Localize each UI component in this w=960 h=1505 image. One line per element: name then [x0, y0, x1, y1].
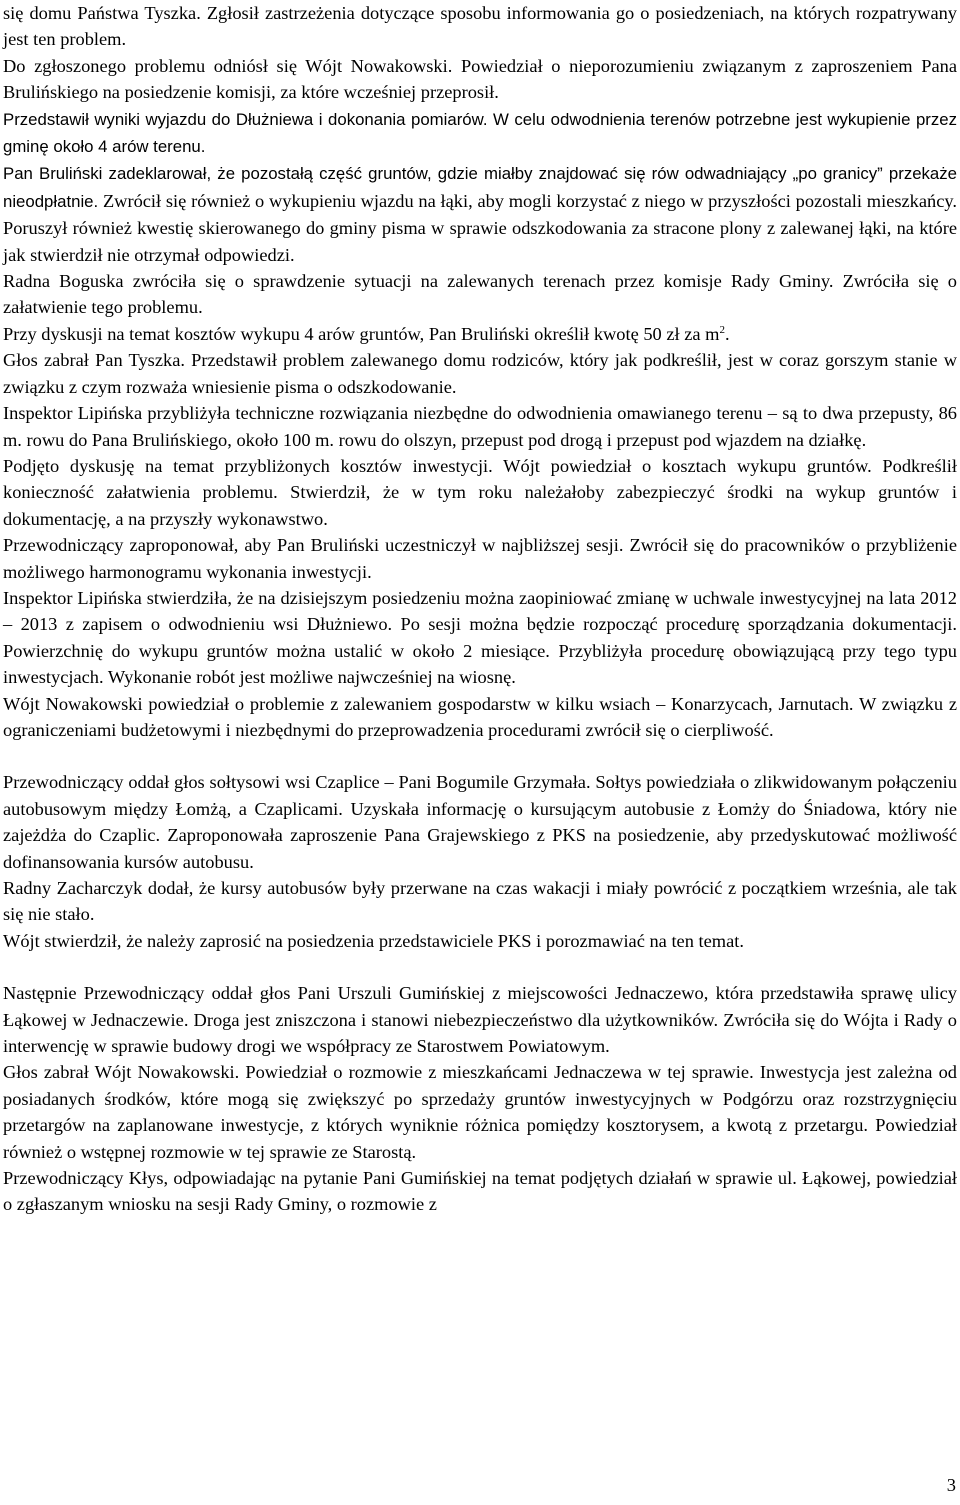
square-meter-superscript: 2 [719, 323, 725, 336]
paragraph-technical-solutions: Inspektor Lipińska przybliżyła techniczne rozwiązania niezbędne do odwodnienia omawianego terenu – są to dwa przepusty, 86 m. rowu do Pana Brulińskiego, około 100 m. rowu do olszyn, przepust pod drogą i przepust pod wjazdem na działkę. [3, 403, 957, 450]
land-cost-text: Przy dyskusji na temat kosztów wykupu 4 arów gruntów, Pan Bruliński określił kwotę 50 zł za m [3, 323, 720, 344]
paragraph-pks-invitation: Wójt stwierdził, że należy zaprosić na posiedzenia przedstawiciele PKS i porozmawiać na ten temat. [3, 930, 744, 951]
paragraph-lakowa-street: Następnie Przewodniczący oddał głos Pani Urszuli Gumińskiej z miejscowości Jednaczewo, która przedstawiła sprawę ulicy Łąkowej w Jednaczewie. Droga jest zniszczona i stanowi niebezpieczeństwo dla użytkowników. Zwróciła się do Wójta i Rady o interwencję w sprawie budowy drogi we współpracy ze Starostwem Powiatowym. [3, 983, 957, 1057]
paragraph-flooding-villages: Wójt Nowakowski powiedział o problemie z zalewaniem gospodarstw w kilku wsiach – Konarzycach, Jarnutach. W związku z ograniczeniami budżetowymi i niezbędnymi do przeprowadzenia procedurami zwrócił się o cierpliwość. [3, 693, 957, 740]
paragraph-land-cost [3, 321, 957, 347]
paragraph-chairman-proposal: Przewodniczący zaproponował, aby Pan Bruliński uczestniczył w najbliższej sesji. Zwrócił się do pracowników o przybliżenie możliwego harmonogramu wykonania inwestycji. [3, 535, 957, 582]
land-cost-period: . [724, 323, 730, 344]
paragraph-tyszka-statement: Głos zabrał Pan Tyszka. Przedstawił problem zalewanego domu rodziców, który jak podkreślił, jest w coraz gorszym stanie w związku z czym rozważa wniesienie pisma o odszkodowanie. [3, 350, 957, 397]
access-road-text: Zwrócił się również o wykupieniu wjazdu na łąki, aby mogli korzystać z niego w przyszłości pozostali mieszkańcy. Poruszył również kwestię skierowanego do gminy pisma w sprawie odszkodowania za stracone plony z zalewanej łąki, na które jak stwierdził nie otrzymał odpowiedzi. [3, 190, 957, 265]
measurements-text: Przedstawił wyniki wyjazdu do Dłużniewa i dokonania pomiarów. W celu odwodnienia terenów potrzebne jest wykupienie przez gminę około 4 arów terenu. [3, 109, 957, 157]
paragraph-tyszka-house: się domu Państwa Tyszka. Zgłosił zastrzeżenia dotyczące sposobu informowania go o posiedzeniach, na których rozpatrywany jest ten problem. [3, 3, 957, 50]
paragraph-spacer [3, 954, 957, 980]
paragraph-chairman-klys: Przewodniczący Kłys, odpowiadając na pytanie Pani Gumińskiej na temat podjętych działań w sprawie ul. Łąkowej, powiedział o zgłaszanym wniosku na sesji Rady Gminy, o rozmowie z [3, 1168, 957, 1215]
paragraph-zacharczyk: Radny Zacharczyk dodał, że kursy autobusów były przerwane na czas wakacji i miały powrócić z początkiem września, ale tak się nie stało. [3, 878, 957, 925]
paragraph-brulinski-declaration [3, 160, 957, 268]
page-number: 3 [946, 1475, 956, 1495]
document-page [3, 0, 957, 1218]
paragraph-spacer [3, 743, 957, 769]
paragraph-investment-procedure: Inspektor Lipińska stwierdziła, że na dzisiejszym posiedzeniu można zaopiniować zmianę w uchwale inwestycyjnej na lata 2012 – 2013 z zapisem o odwodnieniu wsi Dłużniewo. Po sesji można będzie rozpocząć procedurę sporządzania dokumentacji. Powierzchnię do wykupu gruntów można ustalić w około 2 miesiące. Przybliżyła procedurę obowiązującą przy tego typu inwestycjach. Wykonanie robót jest możliwe najwcześniej na wiosnę. [3, 587, 957, 688]
paragraph-mayor-jednaczewo: Głos zabrał Wójt Nowakowski. Powiedział o rozmowie z mieszkańcami Jednaczewa w tej sprawie. Inwestycja jest zależna od posiadanych środków, które mogą się zwiększyć po sprzedaży gruntów inwestycyjnych w Podgórzu oraz rozstrzygnięciu przetargów na zaplanowane inwestycje, z których wyniknie różnica pomiędzy kosztorysem, a kwotą z przetargu. Powiedział również o wstępnej rozmowie w tej sprawie ze Starostą. [3, 1062, 957, 1162]
paragraph-investment-costs: Podjęto dyskusję na temat przybliżonych kosztów inwestycji. Wójt powiedział o kosztach wykupu gruntów. Podkreślił konieczność załatwienia problemu. Stwierdził, że w tym roku należałoby zabezpieczyć środki na wykup gruntów i dokumentację, a na przyszły wykonawstwo. [3, 455, 957, 529]
paragraph-councillor-boguska: Radna Boguska zwróciła się o sprawdzenie sytuacji na zalewanych terenach przez komisje Rady Gminy. Zwróciła się o załatwienie tego problemu. [3, 271, 957, 318]
paragraph-measurements [3, 106, 957, 161]
paragraph-bus-connection: Przewodniczący oddał głos sołtysowi wsi Czaplice – Pani Bogumile Grzymała. Sołtys powiedziała o zlikwidowanym połączeniu autobusowym między Łomżą, a Czaplicami. Uzyskała informację o kursującym autobusie z Łomży do Śniadowa, który nie zajeżdża do Czaplic. Zaproponowała zaproszenie Pana Grajewskiego z PKS na posiedzenie, aby przedyskutować możliwość dofinansowania kursów autobusu. [3, 772, 957, 872]
declaration-text: Pan Bruliński zadeklarował, że pozostałą część gruntów, gdzie miałby znajdować się rów odwadniający „po granicy” przekaże nieodpłatnie. [3, 164, 957, 211]
paragraph-mayor-response: Do zgłoszonego problemu odniósł się Wójt Nowakowski. Powiedział o nieporozumieniu związanym z zaproszeniem Pana Brulińskiego na posiedzenie komisji, za które wcześniej przeprosił. [3, 55, 957, 103]
